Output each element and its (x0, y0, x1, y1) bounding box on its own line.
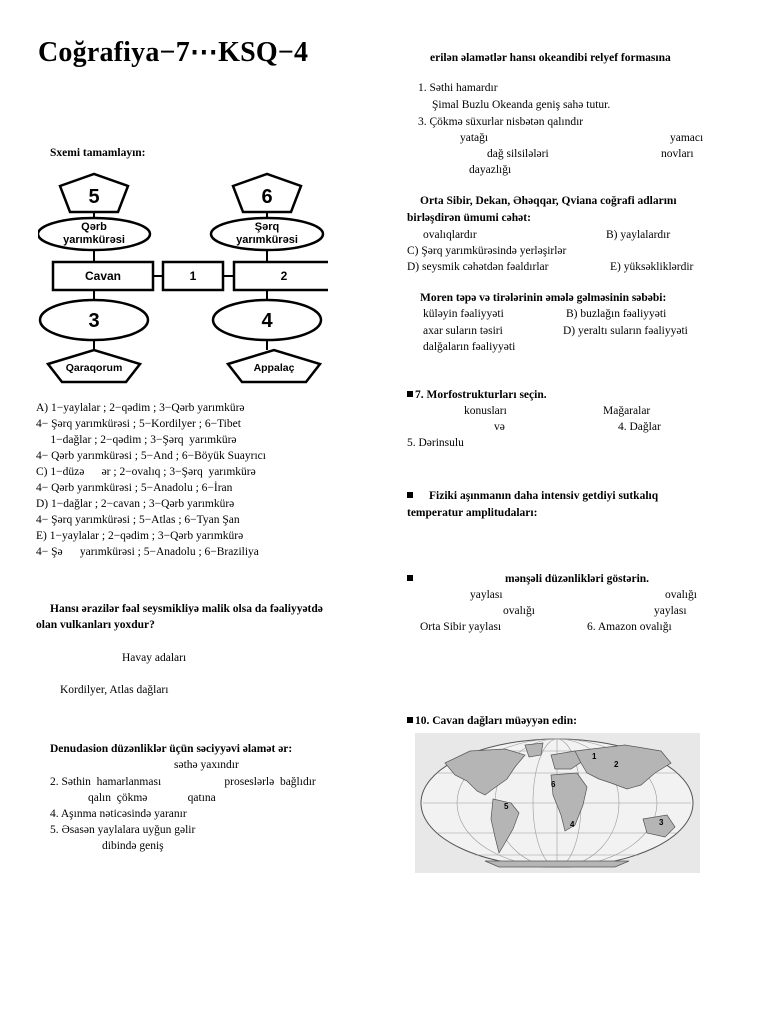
option-line: 1−dağlar ; 2−qədim ; 3−Şərq yarımkürə (36, 434, 237, 446)
question-8 (407, 490, 658, 504)
option-line: 4− Qərb yarımkürəsi ; 5−And ; 6−Böyük Suayrıcı (36, 450, 266, 462)
answer-option: B) yaylalardır (606, 229, 671, 241)
option-line: 4− Şə yarımkürəsi ; 5−Anadolu ; 6−Braziliya (36, 546, 259, 558)
answer-option: küləyin fəaliyyəti (423, 308, 504, 320)
bullet-square-icon (407, 391, 413, 397)
ocean-line: novları (661, 148, 694, 160)
question-8-line2: temperatur amplitudaları: (407, 507, 538, 519)
answer-option: dalğaların fəaliyyəti (423, 341, 516, 353)
ocean-line: 1. Səthi hamardır (418, 82, 498, 94)
circle-3-label: 3 (88, 310, 100, 332)
oval-left-line1: Qərb (81, 221, 107, 233)
option-line: 4− Şərq yarımkürəsi ; 5−Atlas ; 6−Tyan Şan (36, 514, 240, 526)
oval-left-line2: yarımkürəsi (63, 234, 125, 246)
answer-option: 4. Dağlar (618, 421, 661, 433)
question-10 (407, 715, 577, 729)
answer-option: ovalıqlardır (423, 229, 477, 241)
oval-right-line2: yarımkürəsi (236, 234, 298, 246)
question-sibir-line1: Orta Sibir, Dekan, Əhəqqar, Qviana coğrafi adlarını (420, 195, 677, 207)
answer-option: D) yeraltı suların fəaliyyəti (563, 325, 688, 337)
question-denudation: Denudasion düzənliklər üçün səciyyəvi əlamət ər: (50, 743, 293, 755)
answer-option: Mağaralar (603, 405, 651, 417)
pentagon-bottom-left-label: Qaraqorum (65, 362, 123, 374)
scheme-heading: Sxemi tamamlayın: (50, 147, 146, 159)
option-line: D) 1−dağlar ; 2−cavan ; 3−Qərb yarımkürə (36, 498, 235, 510)
diagram-number-6: 6 (261, 186, 273, 208)
answer-option: və (494, 421, 505, 433)
answer-option: C) Şərq yarımkürəsində yerləşirlər (407, 245, 567, 257)
bullet-square-icon (407, 717, 413, 723)
question-7-text: 7. Morfostrukturları seçin. (415, 389, 547, 401)
circle-4-label: 4 (261, 310, 273, 332)
question-10-text: 10. Cavan dağları müəyyən edin: (415, 715, 577, 727)
question-9 (407, 573, 649, 587)
question-9-text: mənşəli düzənlikləri göstərin. (505, 573, 650, 585)
answer-option: 6. Amazon ovalığı (587, 621, 672, 633)
pentagon-bottom-right-label: Appalaç (253, 362, 295, 374)
option-line: 4− Qərb yarımkürəsi ; 5−Anadolu ; 6−İran (36, 482, 233, 494)
answer-option: yaylası (470, 589, 503, 601)
question-volcano-line1: Hansı ərazilər fəal seysmikliyə malik olsa da fəaliyyətdə (50, 603, 323, 615)
ocean-line: dağ silsilələri (487, 148, 549, 160)
world-map (415, 733, 700, 873)
map-label: 5 (504, 802, 509, 811)
question-moren: Moren təpə və tirələrinin əmələ gəlməsinin səbəbi: (420, 292, 667, 304)
question-8-text: Fiziki aşınmanın daha intensiv getdiyi sutkalıq (429, 490, 659, 502)
scheme-diagram (38, 172, 328, 397)
map-label: 6 (551, 780, 556, 789)
map-label: 3 (659, 818, 664, 827)
answer-option: D) seysmik cəhətdən fəaldırlar (407, 261, 549, 273)
answer-option: Havay adaları (122, 652, 187, 664)
ocean-line: yatağı (460, 132, 489, 144)
question-volcano-line2: olan vulkanları yoxdur? (36, 619, 155, 631)
map-label: 2 (614, 760, 619, 769)
option-line: C) 1−düzə ər ; 2−ovalıq ; 3−Şərq yarımkürə (36, 466, 256, 478)
box-2-label: 2 (280, 269, 288, 283)
map-label: 4 (570, 820, 575, 829)
denudation-line: 4. Aşınma nəticəsində yaranır (50, 808, 187, 820)
answer-option: axar suların təsiri (423, 325, 503, 337)
ocean-line: dayazlığı (469, 164, 512, 176)
answer-option: ovalığı (503, 605, 535, 617)
denudation-line: səthə yaxındır (174, 759, 239, 771)
diagram-number-5: 5 (88, 186, 100, 208)
ocean-line: Şimal Buzlu Okeanda geniş sahə tutur. (432, 99, 611, 111)
answer-option: Kordilyer, Atlas dağları (60, 684, 169, 696)
bullet-square-icon (407, 492, 413, 498)
page-title: Coğrafiya−7⋯KSQ−4 (38, 37, 309, 68)
question-sibir-line2: birləşdirən ümumi cəhət: (407, 212, 531, 224)
option-line: 4− Şərq yarımkürəsi ; 5−Kordilyer ; 6−Tibet (36, 418, 241, 430)
denudation-line: qalın çökmə qatına (88, 792, 216, 804)
option-line: E) 1−yaylalar ; 2−qədim ; 3−Qərb yarımkürə (36, 530, 244, 542)
map-label: 1 (592, 752, 597, 761)
option-line: A) 1−yaylalar ; 2−qədim ; 3−Qərb yarımkürə (36, 402, 245, 414)
antarctica-shape (485, 861, 629, 867)
box-1-label: 1 (189, 269, 197, 283)
ocean-line: yamacı (670, 132, 704, 144)
answer-option: konusları (464, 405, 507, 417)
bullet-square-icon (407, 575, 413, 581)
denudation-line: 5. Əsasən yaylalara uyğun gəlir (50, 824, 196, 836)
answer-option: yaylası (654, 605, 687, 617)
ocean-line: 3. Çökmə süxurlar nisbətən qalındır (418, 116, 584, 128)
question-7 (407, 389, 547, 403)
answer-option: ovalığı (665, 589, 697, 601)
oval-right-line1: Şərq (254, 221, 280, 233)
answer-option: B) buzlağın fəaliyyəti (566, 308, 667, 320)
answer-option: Orta Sibir yaylası (420, 621, 502, 633)
answer-option: 5. Dərinsulu (407, 437, 464, 449)
box-cavan-label: Cavan (84, 269, 122, 283)
question-ocean: erilən əlamətlər hansı okeandibi relyef formasına (430, 52, 671, 64)
denudation-line: dibində geniş (102, 840, 164, 852)
denudation-line: 2. Səthin hamarlanması proseslərlə bağlıdır (50, 776, 316, 788)
answer-option: E) yüksəkliklərdir (610, 261, 694, 273)
